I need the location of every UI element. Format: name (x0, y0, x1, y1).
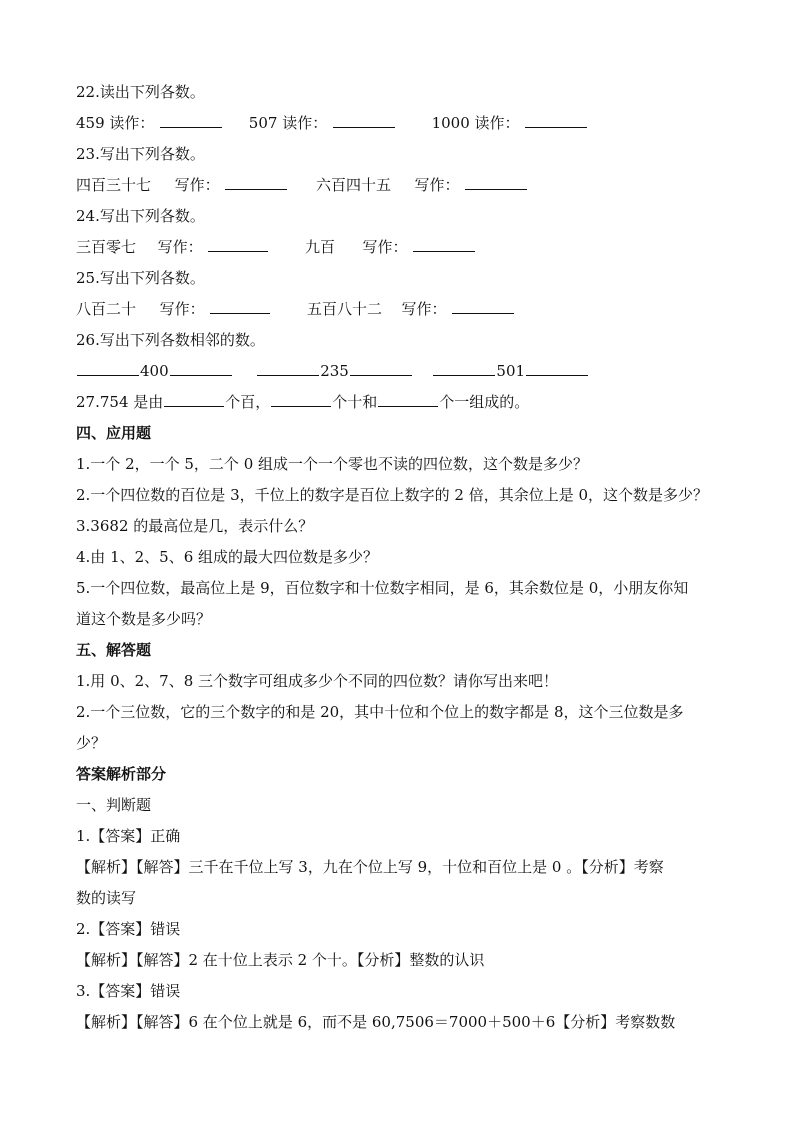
solve-q1: 1.用 0、2、7、8 三个数字可组成多少个不同的四位数？请你写出来吧！ (76, 672, 559, 690)
q23-title: 23.写出下列各数。 (76, 145, 205, 163)
applied-q3: 3.3682 的最高位是几，表示什么？ (76, 517, 314, 535)
q22-label-1: 读作： (109, 114, 155, 132)
answer-blank[interactable] (208, 237, 268, 252)
answer-blank[interactable] (77, 361, 139, 376)
answer-blank[interactable] (433, 361, 495, 376)
answer-blank[interactable] (452, 299, 514, 314)
answer-blank[interactable] (333, 113, 395, 128)
answer-blank[interactable] (413, 237, 475, 252)
solve-q2-line1: 2.一个三位数，它的三个数字的和是 20，其中十位和个位上的数字都是 8，这个三位数是多 (76, 703, 684, 721)
q27-part3: 个一组成的。 (439, 393, 530, 411)
answer-blank[interactable] (225, 175, 287, 190)
applied-q4: 4.由 1、2、5、6 组成的最大四位数是多少？ (76, 548, 379, 566)
q24-items (76, 237, 476, 257)
q27-part1: 个百， (225, 393, 271, 411)
q26-items (76, 361, 589, 381)
answer-1: 1.【答案】正确 (76, 827, 181, 845)
q24-label-2: 写作： (362, 238, 408, 256)
answer-blank[interactable] (526, 361, 588, 376)
q26-num-3: 501 (496, 362, 526, 380)
q22-label-3: 读作： (474, 114, 520, 132)
answer-blank[interactable] (257, 361, 319, 376)
answer-blank[interactable] (164, 392, 224, 407)
q25-title: 25.写出下列各数。 (76, 269, 205, 287)
q26-num-2: 235 (320, 362, 349, 380)
q27 (76, 392, 529, 412)
q24-text-2: 九百 (304, 238, 335, 256)
solve-heading: 五、解答题 (76, 641, 152, 659)
answer-3: 3.【答案】错误 (76, 982, 181, 1000)
q24-text-1: 三百零七 (76, 238, 137, 256)
q23-items (76, 175, 528, 195)
answer-blank[interactable] (170, 361, 232, 376)
answer-1-explanation-line1: 【解析】【解答】三千在千位上写 3，九在个位上写 9，十位和百位上是 0 。【分析】考察 (76, 858, 664, 876)
answer-blank[interactable] (378, 392, 438, 407)
q23-label-2: 写作： (414, 176, 460, 194)
applied-q1: 1.一个 2，一个 5，二个 0 组成一个一个零也不读的四位数，这个数是多少？ (76, 455, 589, 473)
answer-blank[interactable] (525, 113, 587, 128)
q22-label-2: 读作： (282, 114, 328, 132)
answer-1-explanation-line2: 数的读写 (76, 889, 137, 907)
answer-2-explanation: 【解析】【解答】2 在十位上表示 2 个十。【分析】整数的认识 (76, 951, 485, 969)
q27-part2: 个十和 (332, 393, 378, 411)
q25-items (76, 299, 515, 319)
q23-text-2: 六百四十五 (315, 176, 391, 194)
q25-text-2: 五百八十二 (306, 300, 382, 318)
answers-heading: 答案解析部分 (76, 765, 167, 783)
applied-heading: 四、应用题 (76, 424, 152, 442)
answer-2: 2.【答案】错误 (76, 920, 181, 938)
q22-num-2: 507 (248, 114, 278, 132)
applied-q2: 2.一个四位数的百位是 3，千位上的数字是百位上数字的 2 倍，其余位上是 0，这个数是多少？ (76, 486, 709, 504)
answer-blank[interactable] (210, 299, 270, 314)
q22-title: 22.读出下列各数。 (76, 83, 205, 101)
solve-q2-line2: 少？ (76, 734, 107, 752)
q25-text-1: 八百二十 (76, 300, 137, 318)
applied-q5-line2: 道这个数是多少吗？ (76, 610, 212, 628)
answer-blank[interactable] (160, 113, 222, 128)
q22-items (76, 113, 588, 133)
q23-text-1: 四百三十七 (76, 176, 152, 194)
answer-blank[interactable] (465, 175, 527, 190)
q25-label-1: 写作： (159, 300, 205, 318)
answer-blank[interactable] (271, 392, 331, 407)
q22-num-3: 1000 (431, 114, 470, 132)
answer-blank[interactable] (350, 361, 412, 376)
q25-label-2: 写作： (401, 300, 447, 318)
q27-prefix: 27.754 是由 (76, 393, 164, 411)
q26-title: 26.写出下列各数相邻的数。 (76, 331, 265, 349)
q24-label-1: 写作： (157, 238, 203, 256)
q22-num-1: 459 (76, 114, 105, 132)
applied-q5-line1: 5.一个四位数，最高位上是 9，百位数字和十位数字相同，是 6，其余数位是 0，小朋友你知 (76, 579, 689, 597)
answers-subheading: 一、判断题 (76, 796, 152, 814)
q26-num-1: 400 (140, 362, 169, 380)
answer-3-explanation: 【解析】【解答】6 在个位上就是 6，而不是 60,7506＝7000＋500＋6【分析】考察数数 (76, 1013, 676, 1031)
q24-title: 24.写出下列各数。 (76, 207, 205, 225)
q23-label-1: 写作： (174, 176, 220, 194)
